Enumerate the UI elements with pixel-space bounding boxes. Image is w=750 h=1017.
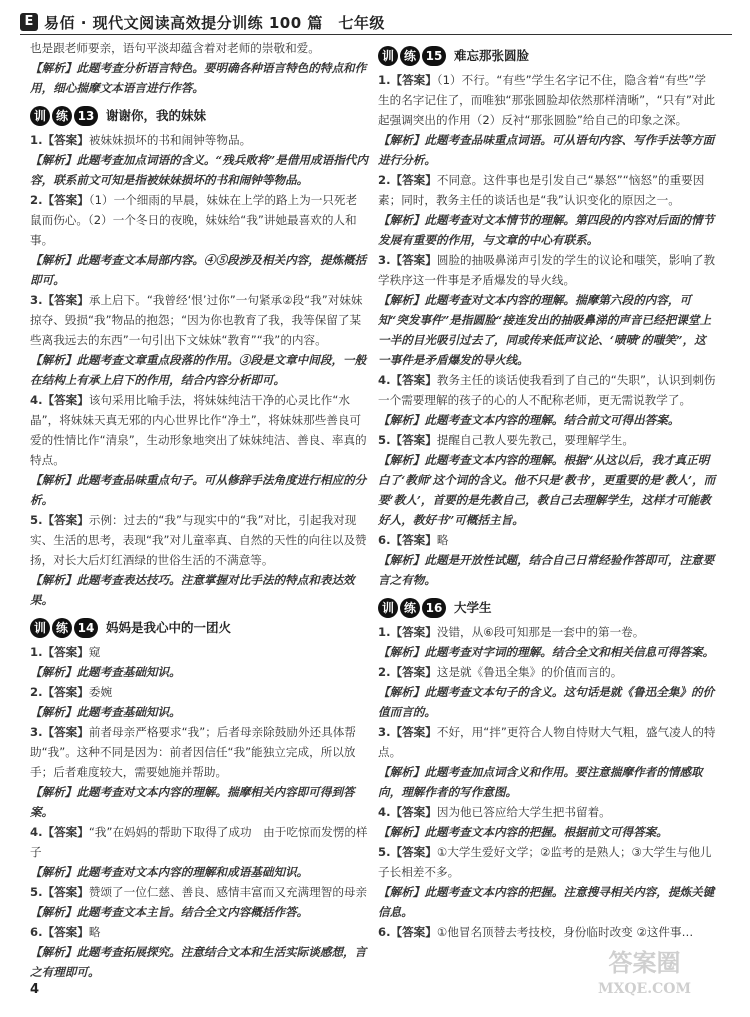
answer-tag: 5.【答案】 — [378, 845, 437, 859]
answer-tag: 1.【答案】 — [378, 73, 437, 87]
answer-line — [30, 38, 368, 58]
answer-text: 此题考查文本内容的把握。根据前文可得答案。 — [424, 825, 668, 839]
answer-line — [378, 802, 716, 822]
answer-tag: 6.【答案】 — [378, 925, 437, 939]
answer-tag: 【解析】 — [30, 905, 77, 919]
answer-tag: 【解析】 — [30, 353, 77, 367]
section-number: 14 — [74, 618, 98, 638]
answer-line — [378, 530, 716, 550]
answer-tag: 【解析】 — [378, 293, 425, 307]
answer-tag: 4.【答案】 — [30, 393, 89, 407]
answer-line — [378, 450, 716, 530]
answer-line — [30, 642, 368, 662]
badge-lian: 练 — [400, 46, 420, 66]
answer-tag: 【解析】 — [30, 945, 77, 959]
answer-line — [30, 722, 368, 782]
answer-text: 此题考查表达技巧。注意掌握对比手法的特点和表达效果。 — [30, 573, 355, 607]
section-title: 难忘那张圆脸 — [454, 48, 530, 63]
answer-tag: 2.【答案】 — [378, 173, 437, 187]
answer-tag: 1.【答案】 — [378, 625, 437, 639]
answer-tag: 4.【答案】 — [378, 373, 437, 387]
answer-tag: 【解析】 — [30, 785, 77, 799]
answer-tag: 【解析】 — [378, 453, 425, 467]
answer-line — [30, 702, 368, 722]
answer-tag: 【解析】 — [378, 213, 425, 227]
answer-text: 此题考查品味重点词语。可从语句内容、写作手法等方面进行分析。 — [378, 133, 715, 167]
answer-text: 不同意。这件事也是引发自己“暴怒”“恼怒”的重要因素；同时，教务主任的谈话也是“我”认识变化的原因之一。 — [378, 173, 705, 207]
section-title: 大学生 — [454, 600, 492, 615]
answer-line — [378, 622, 716, 642]
watermark — [598, 950, 691, 1002]
section-title: 妈妈是我心中的一团火 — [106, 620, 232, 635]
book-title: 易佰 · 现代文阅读高效提分训练 100 篇 七年级 — [44, 13, 385, 32]
answer-tag: 【解析】 — [30, 153, 77, 167]
badge-lian: 练 — [52, 618, 72, 638]
answer-text: “我”在妈妈的帮助下取得了成功 由于吃惊而发愣的样子 — [30, 825, 368, 859]
answer-tag: 1.【答案】 — [30, 645, 89, 659]
answer-line — [30, 190, 368, 250]
answer-text: 此题考查文本主旨。结合全文内容概括作答。 — [76, 905, 309, 919]
answer-line — [30, 942, 368, 982]
answer-text: 被妹妹损坏的书和闹钟等物品。 — [88, 133, 252, 147]
answer-line — [30, 130, 368, 150]
answer-tag: 6.【答案】 — [30, 925, 89, 939]
answer-line — [378, 550, 716, 590]
answer-tag: 【解析】 — [30, 253, 77, 267]
answer-line — [30, 350, 368, 390]
answer-line — [378, 642, 716, 662]
section-heading — [378, 598, 716, 618]
answer-line — [30, 922, 368, 942]
answer-tag: 【解析】 — [30, 473, 77, 487]
answer-text: 没错，从⑥段可知那是一套中的第一卷。 — [436, 625, 645, 639]
answer-text: 此题考查文本内容的把握。注意搜寻相关内容，提炼关键信息。 — [378, 885, 715, 919]
answer-line — [378, 210, 716, 250]
section-heading — [30, 106, 368, 126]
answer-tag: 2.【答案】 — [30, 685, 89, 699]
answer-text: 此题考查基础知识。 — [76, 705, 181, 719]
answer-line — [30, 782, 368, 822]
section-number: 16 — [422, 598, 446, 618]
answer-text: 因为他已答应给大学生把书留着。 — [436, 805, 611, 819]
answer-tag: 6.【答案】 — [378, 533, 437, 547]
answer-tag: 【解析】 — [30, 573, 77, 587]
answer-text: ①大学生爱好文学；②监考的是熟人；③大学生与他儿子长相差不多。 — [378, 845, 712, 879]
answer-line — [30, 682, 368, 702]
answer-text: 此题考查对文本内容的理解。揣摩相关内容即可得到答案。 — [30, 785, 355, 819]
badge-lian: 练 — [52, 106, 72, 126]
publisher-logo-icon: E — [20, 13, 38, 31]
answer-text: 此题考查对文本内容的理解。揣摩第六段的内容，可知“突发事件”是指圆脸“接连发出的抽吸鼻涕的声音已经把课堂上一半的目光吸引过去了，同或传来低声议论、‘啧啧’的嗤笑”，这一事件是矛盾爆发的导火线。 — [378, 293, 712, 367]
answer-line — [30, 390, 368, 470]
badge-xun: 训 — [378, 598, 398, 618]
answer-line — [30, 58, 368, 98]
section-title: 谢谢你，我的妹妹 — [106, 108, 207, 123]
answer-line — [378, 370, 716, 410]
answer-tag: 2.【答案】 — [30, 193, 89, 207]
answer-line — [30, 882, 368, 902]
answer-line — [378, 842, 716, 882]
answer-text: 略 — [88, 925, 101, 939]
badge-xun: 训 — [378, 46, 398, 66]
answer-tag: 3.【答案】 — [378, 725, 437, 739]
answer-text: 此题考查文本内容的理解。结合前文可得出答案。 — [424, 413, 680, 427]
answer-text: 该句采用比喻手法，将妹妹纯洁干净的心灵比作“水晶”，将妹妹天真无邪的内心世界比作“净土”，将妹妹那些善良可爱的性情比作“清泉”，生动形象地突出了妹妹纯洁、善良、率真的特点。 — [30, 393, 367, 467]
answer-line — [378, 170, 716, 210]
badge-lian: 练 — [400, 598, 420, 618]
answer-line — [30, 570, 368, 610]
badge-xun: 训 — [30, 618, 50, 638]
answer-tag: 5.【答案】 — [378, 433, 437, 447]
answer-line — [378, 922, 716, 942]
answer-tag: 【解析】 — [378, 645, 425, 659]
answer-text: 提醒自己教人要先教己，要理解学生。 — [436, 433, 634, 447]
answer-line — [378, 410, 716, 430]
answer-text: 此题考查文本句子的含义。这句话是就《鲁迅全集》的价值而言的。 — [378, 685, 715, 719]
answer-line — [30, 290, 368, 350]
answer-text: 此题考查品味重点句子。可从修辞手法角度进行相应的分析。 — [30, 473, 367, 507]
answer-line — [378, 70, 716, 130]
answer-tag: 【解析】 — [378, 413, 425, 427]
answer-tag: 3.【答案】 — [378, 253, 437, 267]
badge-xun: 训 — [30, 106, 50, 126]
answer-tag: 【解析】 — [378, 553, 425, 567]
section-number: 13 — [74, 106, 98, 126]
watermark-url: MXQE.COM — [598, 981, 691, 997]
answer-tag: 3.【答案】 — [30, 293, 89, 307]
answer-text: 赞颂了一位仁慈、善良、感情丰富而又充满理智的母亲 — [88, 885, 368, 899]
answer-text: 此题考查文章重点段落的作用。③段是文章中间段，一般在结构上有承上启下的作用，结合内容分析即可。 — [30, 353, 367, 387]
answer-text: 也是跟老师要亲，语句平淡却蕴含着对老师的崇敬和爱。 — [30, 41, 320, 55]
section-number: 15 — [422, 46, 446, 66]
answer-text: 教务主任的谈话使我看到了自己的“失职”，认识到刺伤一个需要理解的孩子的心的人不配称老师，更无需说教学了。 — [378, 373, 716, 407]
answer-tag: 5.【答案】 — [30, 513, 89, 527]
answer-line — [378, 722, 716, 762]
answer-text: 此题考查对文本内容的理解和成语基础知识。 — [76, 865, 309, 879]
answer-line — [30, 862, 368, 882]
answer-line — [378, 430, 716, 450]
section-heading — [378, 46, 716, 66]
left-column — [30, 38, 368, 982]
answer-text: 此题考查文本局部内容。④⑤段涉及相关内容，提炼概括即可。 — [30, 253, 367, 287]
answer-tag: 【解析】 — [378, 685, 425, 699]
answer-line — [30, 470, 368, 510]
answer-line — [30, 822, 368, 862]
answer-text: 此题考查文本内容的理解。根据“从这以后，我才真正明白了‘教师’这个词的含义。他不只是‘教书’，更重要的是‘教人’，而要‘教人’，首要的是先教自己，教自己去理解学生，这样才可能教好人，教好书”可概括主旨。 — [378, 453, 716, 527]
answer-tag: 【解析】 — [378, 825, 425, 839]
answer-text: （1）不行。“有些”学生名字记不住，隐含着“有些”学生的名字记住了，而唯独“那张圆脸却依然那样清晰”，“只有”对此起强调突出的作用（2）反衬“那张圆脸”给自己的印象之深。 — [378, 73, 716, 127]
answer-tag: 【解析】 — [30, 61, 77, 75]
answer-line — [30, 662, 368, 682]
answer-line — [30, 150, 368, 190]
right-column — [378, 38, 716, 942]
answer-text: 窥 — [88, 645, 101, 659]
answer-line — [378, 290, 716, 370]
page-header — [20, 10, 732, 35]
answer-line — [378, 882, 716, 922]
answer-line — [378, 762, 716, 802]
answer-text: 此题考查拓展探究。注意结合文本和生活实际谈感想，言之有理即可。 — [30, 945, 367, 979]
answer-text: 不好，用“拌”更符合人物自恃财大气粗，盛气凌人的特点。 — [378, 725, 716, 759]
answer-line — [30, 902, 368, 922]
answer-tag: 【解析】 — [378, 885, 425, 899]
answer-text: ①他冒名顶替去考技校，身份临时改变 ②这件事… — [436, 925, 694, 939]
answer-text: 前者母亲严格要求“我”；后者母亲除鼓励外还具体帮助“我”。这种不同是因为：前者因信任“我”能独立完成，所以放手；后者难度较大，需要她施并帮助。 — [30, 725, 356, 779]
answer-text: 此题考查对字词的理解。结合全文和相关信息可得答案。 — [424, 645, 715, 659]
answer-tag: 4.【答案】 — [30, 825, 89, 839]
answer-line — [30, 510, 368, 570]
answer-tag: 3.【答案】 — [30, 725, 89, 739]
answer-text: 略 — [436, 533, 449, 547]
answer-text: 承上启下。“我曾经‘恨’过你”一句紧承②段“我”对妹妹掠夺、毁损“我”物品的抱怨；“因为你也教育了我，我等保留了某些离我远去的东西”一句引出下文妹妹“教育”“我”的内容。 — [30, 293, 363, 347]
answer-tag: 【解析】 — [378, 133, 425, 147]
answer-text: （1）一个细雨的早晨，妹妹在上学的路上为一只死老鼠而伤心。（2）一个冬日的夜晚，妹妹给“我”讲她最喜欢的人和事。 — [30, 193, 358, 247]
answer-tag: 1.【答案】 — [30, 133, 89, 147]
answer-tag: 【解析】 — [30, 865, 77, 879]
answer-line — [378, 682, 716, 722]
answer-tag: 【解析】 — [378, 765, 425, 779]
answer-line — [378, 250, 716, 290]
watermark-text: 答案圈 — [608, 948, 681, 977]
answer-line — [378, 130, 716, 170]
answer-text: 这是就《鲁迅全集》的价值而言的。 — [436, 665, 623, 679]
answer-text: 圆脸的抽吸鼻涕声引发的学生的议论和嗤笑，影响了教学秩序这一件事是矛盾爆发的导火线。 — [378, 253, 716, 287]
answer-tag: 5.【答案】 — [30, 885, 89, 899]
answer-line — [30, 250, 368, 290]
answer-line — [378, 822, 716, 842]
answer-tag: 【解析】 — [30, 705, 77, 719]
answer-text: 此题考查加点词含义和作用。要注意揣摩作者的情感取向，理解作者的写作意图。 — [378, 765, 703, 799]
answer-text: 示例：过去的“我”与现实中的“我”对比，引起我对现实、生活的思考，表现“我”对儿童率真、自然的天性的向往以及赞扬，对长大后灯红酒绿的世俗生活的不满意等。 — [30, 513, 367, 567]
answer-tag: 2.【答案】 — [378, 665, 437, 679]
page-number: 4 — [30, 982, 40, 997]
answer-text: 此题考查加点词语的含义。“残兵败将”是借用成语指代内容，联系前文可知是指被妹妹损坏的书和闹钟等物品。 — [30, 153, 368, 187]
answer-text: 委婉 — [88, 685, 113, 699]
answer-text: 此题考查对文本情节的理解。第四段的内容对后面的情节发展有重要的作用，与文章的中心有联系。 — [378, 213, 715, 247]
answer-tag: 4.【答案】 — [378, 805, 437, 819]
answer-text: 此题是开放性试题，结合自己日常经验作答即可，注意要言之有物。 — [378, 553, 715, 587]
section-heading — [30, 618, 368, 638]
answer-line — [378, 662, 716, 682]
answer-text: 此题考查分析语言特色。要明确各种语言特色的特点和作用，细心揣摩文本语言进行作答。 — [30, 61, 367, 95]
answer-text: 此题考查基础知识。 — [76, 665, 181, 679]
answer-tag: 【解析】 — [30, 665, 77, 679]
